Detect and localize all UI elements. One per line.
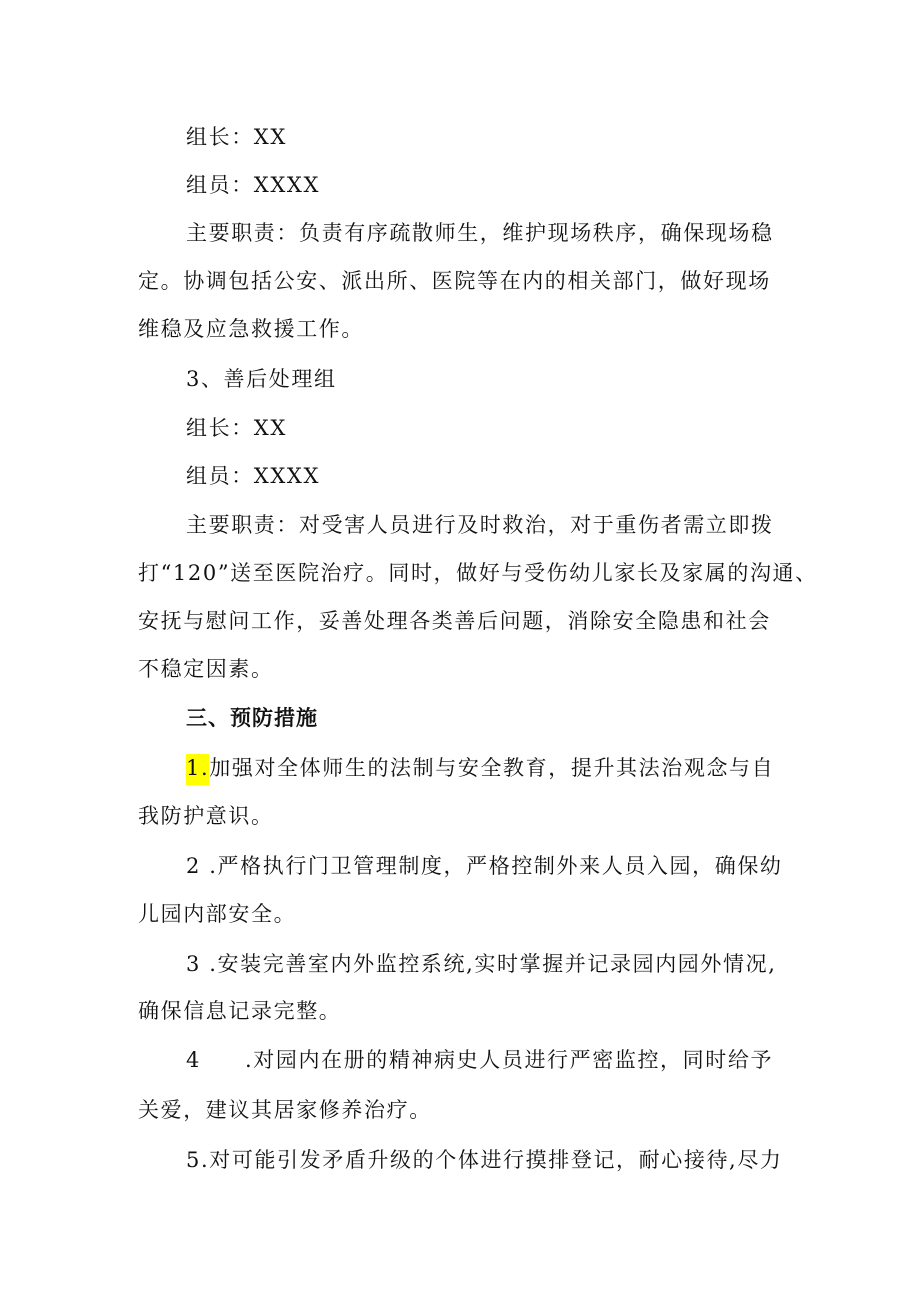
- group3-duties-line-1: 主要职责：对受害人员进行及时救治，对于重伤者需立即拨: [186, 513, 774, 537]
- group2-duties-line-2: 定。协调包括公安、派出所、医院等在内的相关部门，做好现场: [138, 269, 771, 293]
- measure-3-number: 3: [186, 952, 201, 976]
- group2-members: 组员：XXXX: [186, 173, 321, 197]
- measure-2-line-1: [186, 856, 783, 877]
- highlighted-number: 1.: [186, 754, 209, 785]
- measure-1-line-2: 我防护意识。: [138, 804, 274, 828]
- measure-4-line-2: 关爱，建议其居家修养治疗。: [138, 1098, 432, 1122]
- group3-leader: 组长：XX: [186, 416, 287, 440]
- measure-5-number: 5: [186, 1148, 201, 1172]
- group2-duties-line-3: 维稳及应急救援工作。: [138, 317, 364, 341]
- measure-1-line-1: [186, 758, 774, 785]
- group2-duties-line-1: 主要职责：负责有序疏散师生，维护现场秩序，确保现场稳: [186, 221, 774, 245]
- section-heading: 三、预防措施: [186, 706, 318, 730]
- measure-2-line-2: 儿园内部安全。: [138, 902, 297, 926]
- measure-3-line-2: 确保信息记录完整。: [138, 999, 342, 1023]
- measure-5-line-1: [186, 1150, 783, 1171]
- measure-4-number: 4: [186, 1048, 201, 1072]
- group3-duties-line-4: 不稳定因素。: [138, 657, 274, 681]
- measure-1-text: 加强对全体师生的法制与安全教育，提升其法治观念与自: [209, 756, 775, 780]
- measure-3-line-1: [186, 954, 776, 975]
- group3-duties-line-3: 安抚与慰问工作，妥善处理各类善后问题，消除安全隐患和社会: [138, 609, 771, 633]
- measure-2-number: 2: [186, 854, 201, 878]
- measure-5-text: .对可能引发矛盾升级的个体进行摸排登记，耐心接待,尽力: [200, 1148, 783, 1172]
- group3-members: 组员：XXXX: [186, 464, 321, 488]
- group2-leader: 组长：XX: [186, 125, 287, 149]
- measure-2-text: .严格执行门卫管理制度，严格控制外来人员入园，确保幼: [200, 854, 783, 878]
- measure-4-text: .对园内在册的精神病史人员进行严密监控，同时给予: [244, 1048, 774, 1072]
- group3-title: 3、善后处理组: [186, 367, 337, 391]
- group3-duties-line-2: 打“120”送至医院治疗。同时，做好与受伤幼儿家长及家属的沟通、: [138, 561, 818, 585]
- measure-4-line-1: [186, 1050, 773, 1071]
- measure-3-text: .安装完善室内外监控系统,实时掌握并记录园内园外情况,: [200, 952, 777, 976]
